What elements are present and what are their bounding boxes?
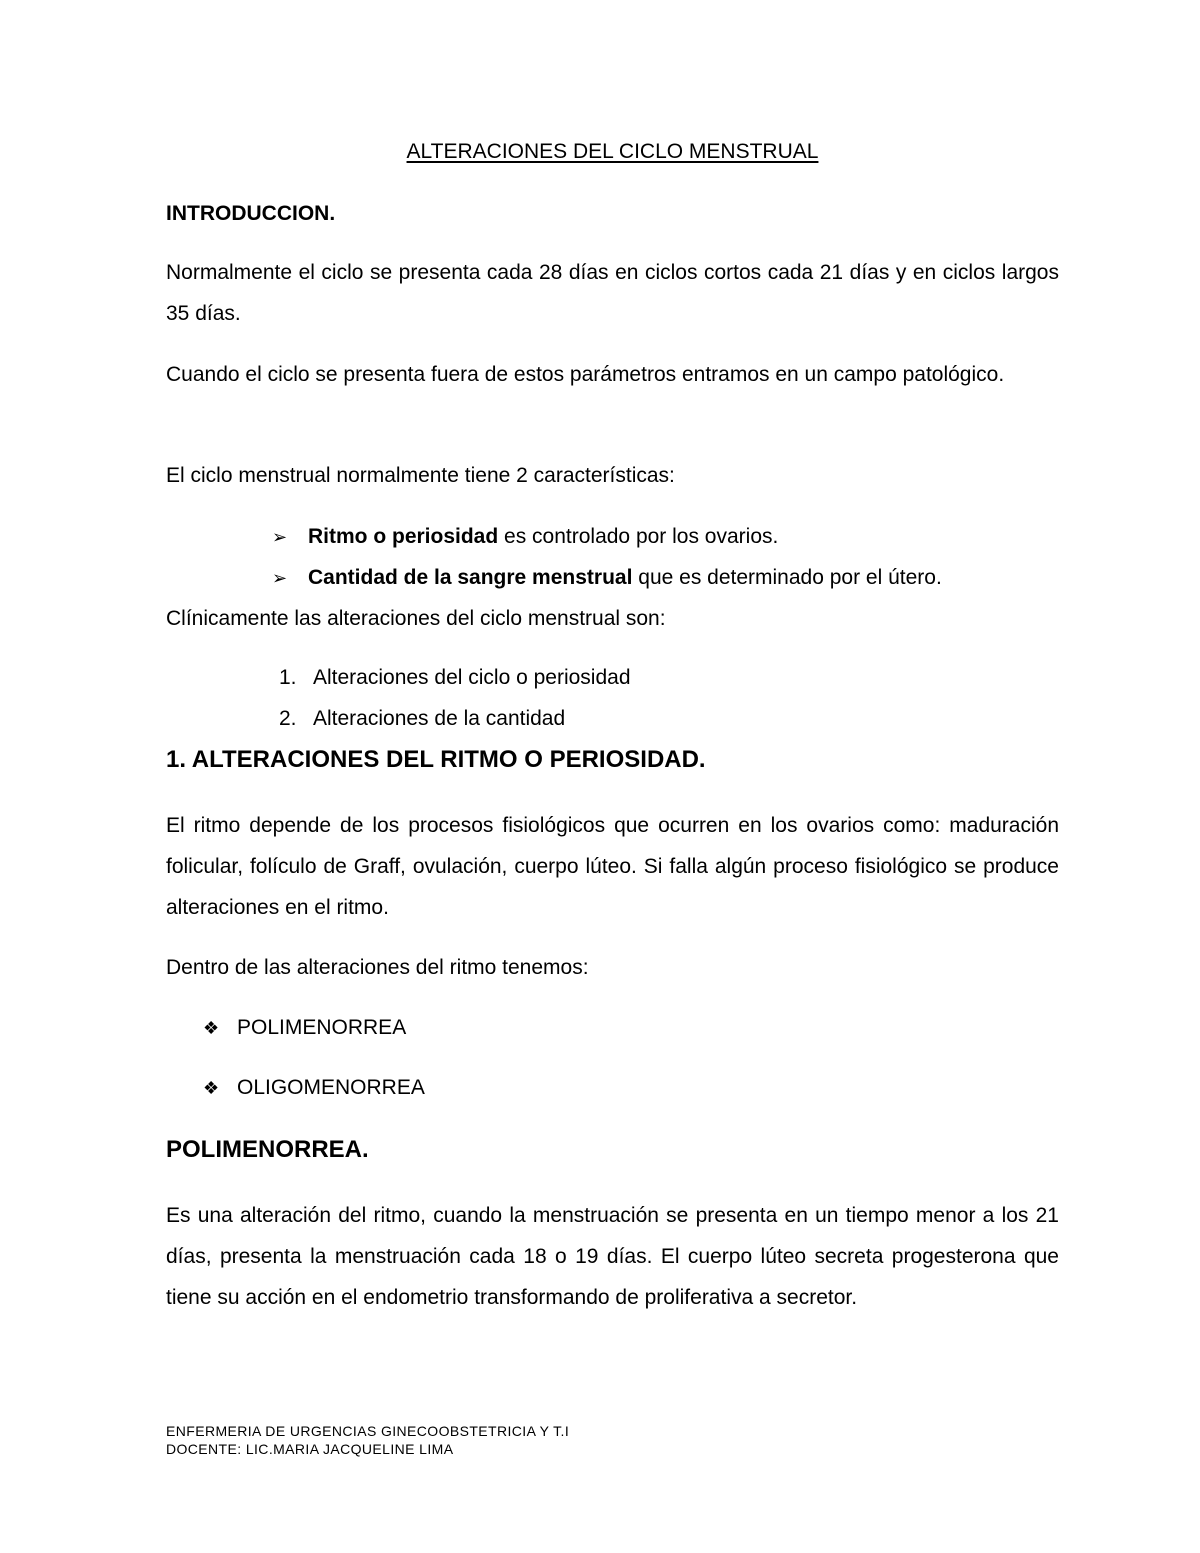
- list-item-alteration: [279, 657, 631, 698]
- arrow-bullet-icon: ➢: [272, 527, 288, 547]
- paragraph-polimenorrea: Es una alteración del ritmo, cuando la menstruación se presenta en un tiempo menor a los 21 días, presenta la menstruación cada 18 o 19 días. El cuerpo lúteo secreta progesterona que tiene su acción en el endometrio transformando de proliferativa a secretor.: [166, 1204, 1059, 1309]
- characteristic-text: es controlado por los ovarios.: [498, 525, 779, 548]
- paragraph-characteristics-intro: El ciclo menstrual normalmente tiene 2 características:: [166, 464, 675, 487]
- list-item-alteration: [279, 698, 565, 739]
- list-item-rhythm-type: [203, 1067, 425, 1109]
- diamond-bullet-icon: ❖: [203, 1018, 220, 1038]
- characteristic-bold: Cantidad de la sangre menstrual: [308, 566, 633, 589]
- document-title: ALTERACIONES DEL CICLO MENSTRUAL: [406, 140, 819, 163]
- intro-heading: INTRODUCCION.: [166, 202, 336, 225]
- page-footer: [166, 1422, 569, 1458]
- alteration-text: Alteraciones de la cantidad: [313, 707, 566, 730]
- list-item-characteristic: [272, 557, 942, 599]
- characteristic-text: que es determinado por el útero.: [632, 566, 942, 589]
- diamond-bullet-icon: ❖: [203, 1078, 220, 1098]
- footer-teacher: DOCENTE: LIC.MARIA JACQUELINE LIMA: [166, 1441, 454, 1457]
- section-heading-polimenorrea: POLIMENORREA.: [166, 1136, 369, 1163]
- list-item-characteristic: [272, 516, 778, 558]
- paragraph-pathological: Cuando el ciclo se presenta fuera de estos parámetros entramos en un campo patológico.: [166, 363, 1005, 386]
- paragraph-cycle-normal: Normalmente el ciclo se presenta cada 28 días en ciclos cortos cada 21 días y en ciclos largos 35 días.: [166, 261, 1059, 325]
- list-number: 2.: [279, 707, 297, 730]
- characteristic-bold: Ritmo o periosidad: [308, 525, 499, 548]
- alteration-text: Alteraciones del ciclo o periosidad: [313, 666, 631, 689]
- list-number: 1.: [279, 666, 297, 689]
- arrow-bullet-icon: ➢: [272, 568, 288, 588]
- rhythm-type-text: OLIGOMENORREA: [237, 1076, 425, 1099]
- paragraph-clinical-alterations: Clínicamente las alteraciones del ciclo menstrual son:: [166, 607, 666, 630]
- rhythm-type-text: POLIMENORREA: [237, 1016, 407, 1039]
- paragraph-rhythm-depends: El ritmo depende de los procesos fisiológicos que ocurren en los ovarios como: maduración folicular, folículo de Graff, ovulación, cuerpo lúteo. Si falla algún proceso fisiológico se produce alteraciones en el ritmo.: [166, 814, 1059, 919]
- section-heading-rhythm: 1. ALTERACIONES DEL RITMO O PERIOSIDAD.: [166, 746, 706, 773]
- list-item-rhythm-type: [203, 1007, 406, 1049]
- paragraph-rhythm-types-intro: Dentro de las alteraciones del ritmo tenemos:: [166, 956, 589, 979]
- footer-course: ENFERMERIA DE URGENCIAS GINECOOBSTETRICIA Y T.I: [166, 1423, 570, 1439]
